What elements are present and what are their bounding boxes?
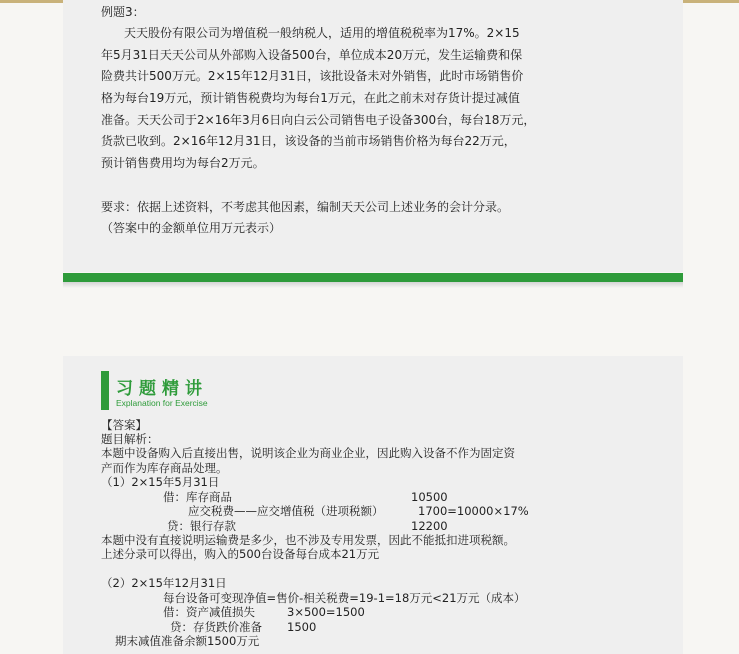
problem-unit-note: （答案中的金额单位用万元表示） (101, 221, 282, 235)
problem-line-2: 年5月31日天天公司从外部购入设备500台，单位成本20万元，发生运输费和保 (101, 48, 523, 62)
part2-debit-amount: 3×500=1500 (287, 605, 365, 619)
section-title: 习题精讲 (116, 379, 208, 399)
answer-label: 【答案】 (101, 418, 147, 432)
section-title-marker (101, 371, 109, 410)
problem-line-5: 准备。天天公司于2×16年3月6日向白云公司销售电子设备300台，每台18万元， (101, 113, 536, 127)
part2-ending-line: 期末减值准备余额1500万元 (115, 634, 260, 648)
analysis-line-1: 本题中设备购入后直接出售，说明该企业为商业企业，因此购入设备不作为固定资 (101, 446, 515, 460)
problem-heading: 例题3： (101, 5, 145, 19)
part1-credit-label: 贷：银行存款 (167, 519, 236, 533)
part1-note-2: 上述分录可以得出，购入的500台设备每台成本21万元 (101, 547, 380, 561)
part2-credit-amount: 1500 (287, 620, 317, 634)
part1-heading: （1）2×15年5月31日 (101, 475, 220, 489)
section-divider (63, 273, 683, 282)
section-divider-shadow (63, 282, 683, 288)
part1-note-1: 本题中没有直接说明运输费是多少，也不涉及专用发票，因此不能抵扣进项税额。 (101, 533, 515, 547)
part2-nrv-line: 每台设备可变现净值=售价-相关税费=19-1=18万元<21万元（成本） (163, 591, 526, 605)
part2-credit-label: 贷：存货跌价准备 (170, 620, 262, 634)
analysis-label: 题目解析： (101, 432, 159, 446)
problem-line-7: 预计销售费用均为每台2万元。 (101, 156, 265, 170)
part1-debit1-amount: 10500 (411, 490, 448, 504)
problem-line-6: 货款已收到。2×16年12月31日，该设备的当前市场销售价格为每台22万元， (101, 134, 516, 148)
problem-line-4: 格为每台19万元，预计销售税费均为每台1万元，在此之前未对存货计提过减值 (101, 91, 520, 105)
part1-credit-amount: 12200 (411, 519, 448, 533)
analysis-line-2: 产而作为库存商品处理。 (101, 461, 228, 475)
problem-line-3: 险费共计500万元。2×15年12月31日，该批设备未对外销售，此时市场销售价 (101, 69, 524, 83)
problem-line-1: 天天股份有限公司为增值税一般纳税人，适用的增值税税率为17%。2×15 (124, 26, 520, 40)
problem-requirement: 要求：依据上述资料，不考虑其他因素，编制天天公司上述业务的会计分录。 (101, 200, 510, 214)
part2-heading: （2）2×15年12月31日 (101, 576, 227, 590)
part2-debit-label: 借：资产减值损失 (163, 605, 255, 619)
part1-debit2-amount: 1700=10000×17% (418, 504, 529, 518)
section-subtitle: Explanation for Exercise (116, 398, 208, 408)
part1-debit1-label: 借：库存商品 (163, 490, 232, 504)
part1-debit2-label: 应交税费——应交增值税（进项税额） (188, 504, 384, 518)
